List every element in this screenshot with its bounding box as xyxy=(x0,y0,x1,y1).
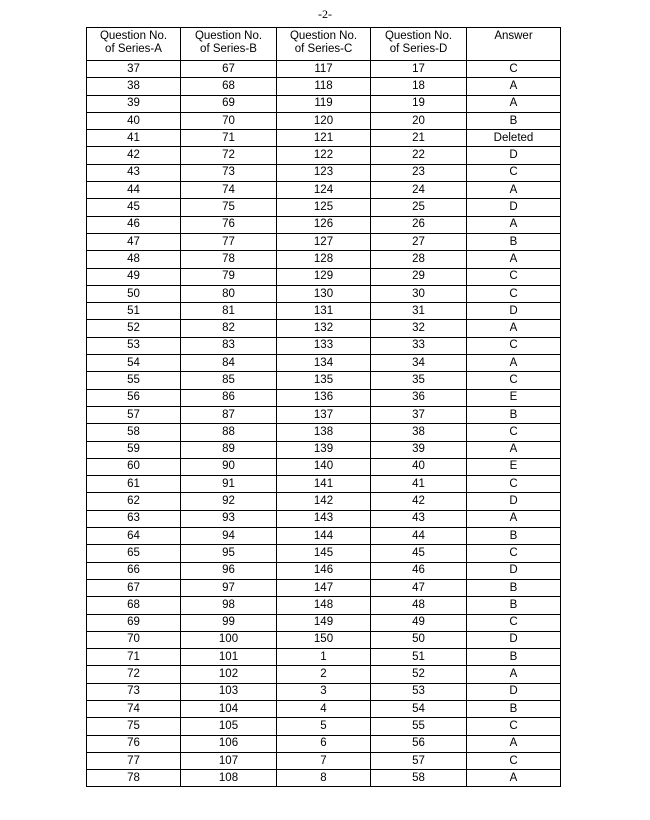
series-c-cell: 4 xyxy=(277,700,371,717)
series-a-cell: 47 xyxy=(87,233,181,250)
series-b-cell: 81 xyxy=(181,303,277,320)
series-c-cell: 134 xyxy=(277,355,371,372)
header-series-b xyxy=(181,28,277,61)
series-a-cell: 77 xyxy=(87,752,181,769)
answer-cell: E xyxy=(467,458,561,475)
series-c-cell: 7 xyxy=(277,752,371,769)
table-row xyxy=(87,95,561,112)
series-b-cell: 104 xyxy=(181,700,277,717)
series-d-cell: 20 xyxy=(371,112,467,129)
series-b-cell: 97 xyxy=(181,579,277,596)
table-row xyxy=(87,251,561,268)
series-c-cell: 117 xyxy=(277,61,371,78)
series-d-cell: 51 xyxy=(371,649,467,666)
series-d-cell: 57 xyxy=(371,752,467,769)
answer-cell: C xyxy=(467,337,561,354)
answer-cell: D xyxy=(467,303,561,320)
table-row xyxy=(87,406,561,423)
table-row xyxy=(87,303,561,320)
series-b-cell: 75 xyxy=(181,199,277,216)
series-c-cell: 121 xyxy=(277,130,371,147)
answer-cell: B xyxy=(467,528,561,545)
series-c-cell: 123 xyxy=(277,164,371,181)
series-d-cell: 27 xyxy=(371,233,467,250)
series-a-cell: 76 xyxy=(87,735,181,752)
series-d-cell: 21 xyxy=(371,130,467,147)
series-d-cell: 31 xyxy=(371,303,467,320)
series-d-cell: 54 xyxy=(371,700,467,717)
header-line: Question No. xyxy=(194,30,263,42)
series-d-cell: 28 xyxy=(371,251,467,268)
table-row xyxy=(87,199,561,216)
series-c-cell: 5 xyxy=(277,718,371,735)
series-a-cell: 37 xyxy=(87,61,181,78)
series-a-cell: 68 xyxy=(87,597,181,614)
answer-cell: A xyxy=(467,666,561,683)
series-b-cell: 79 xyxy=(181,268,277,285)
series-b-cell: 74 xyxy=(181,182,277,199)
answer-cell: C xyxy=(467,285,561,302)
header-line: of Series-D xyxy=(389,43,448,55)
series-c-cell: 145 xyxy=(277,545,371,562)
answer-cell: D xyxy=(467,631,561,648)
table-row xyxy=(87,493,561,510)
series-d-cell: 48 xyxy=(371,597,467,614)
series-d-cell: 22 xyxy=(371,147,467,164)
series-a-cell: 44 xyxy=(87,182,181,199)
series-a-cell: 64 xyxy=(87,528,181,545)
series-c-cell: 122 xyxy=(277,147,371,164)
series-d-cell: 23 xyxy=(371,164,467,181)
table-row xyxy=(87,424,561,441)
table-body xyxy=(87,61,561,787)
series-b-cell: 69 xyxy=(181,95,277,112)
series-b-cell: 105 xyxy=(181,718,277,735)
answer-cell: A xyxy=(467,251,561,268)
answer-cell: A xyxy=(467,770,561,787)
series-c-cell: 137 xyxy=(277,406,371,423)
series-a-cell: 75 xyxy=(87,718,181,735)
header-series-a xyxy=(87,28,181,61)
answer-cell: D xyxy=(467,562,561,579)
series-a-cell: 69 xyxy=(87,614,181,631)
series-c-cell: 119 xyxy=(277,95,371,112)
series-a-cell: 48 xyxy=(87,251,181,268)
series-b-cell: 107 xyxy=(181,752,277,769)
answer-cell: E xyxy=(467,389,561,406)
series-c-cell: 148 xyxy=(277,597,371,614)
series-a-cell: 71 xyxy=(87,649,181,666)
table-header xyxy=(87,28,561,61)
table-row xyxy=(87,614,561,631)
series-c-cell: 118 xyxy=(277,78,371,95)
series-a-cell: 61 xyxy=(87,476,181,493)
series-c-cell: 144 xyxy=(277,528,371,545)
series-c-cell: 143 xyxy=(277,510,371,527)
series-d-cell: 30 xyxy=(371,285,467,302)
answer-cell: A xyxy=(467,510,561,527)
series-a-cell: 56 xyxy=(87,389,181,406)
series-b-cell: 94 xyxy=(181,528,277,545)
header-line: of Series-A xyxy=(105,43,162,55)
series-a-cell: 50 xyxy=(87,285,181,302)
series-b-cell: 86 xyxy=(181,389,277,406)
header-line: Answer xyxy=(494,30,533,42)
series-c-cell: 132 xyxy=(277,320,371,337)
answer-cell: B xyxy=(467,579,561,596)
series-d-cell: 25 xyxy=(371,199,467,216)
series-a-cell: 62 xyxy=(87,493,181,510)
series-c-cell: 147 xyxy=(277,579,371,596)
series-b-cell: 68 xyxy=(181,78,277,95)
series-b-cell: 92 xyxy=(181,493,277,510)
series-b-cell: 76 xyxy=(181,216,277,233)
table-row xyxy=(87,718,561,735)
answer-cell: Deleted xyxy=(467,130,561,147)
answer-cell: A xyxy=(467,735,561,752)
answer-cell: B xyxy=(467,112,561,129)
series-d-cell: 45 xyxy=(371,545,467,562)
series-d-cell: 43 xyxy=(371,510,467,527)
table-row xyxy=(87,355,561,372)
series-a-cell: 52 xyxy=(87,320,181,337)
table-row xyxy=(87,320,561,337)
answer-cell: C xyxy=(467,545,561,562)
table-row xyxy=(87,112,561,129)
header-answer xyxy=(467,28,561,61)
series-c-cell: 135 xyxy=(277,372,371,389)
series-b-cell: 73 xyxy=(181,164,277,181)
series-c-cell: 136 xyxy=(277,389,371,406)
series-a-cell: 74 xyxy=(87,700,181,717)
table-row xyxy=(87,389,561,406)
answer-cell: B xyxy=(467,406,561,423)
series-d-cell: 52 xyxy=(371,666,467,683)
table-row xyxy=(87,216,561,233)
series-c-cell: 138 xyxy=(277,424,371,441)
answer-cell: C xyxy=(467,718,561,735)
series-b-cell: 83 xyxy=(181,337,277,354)
series-b-cell: 77 xyxy=(181,233,277,250)
table-row xyxy=(87,441,561,458)
series-b-cell: 67 xyxy=(181,61,277,78)
series-a-cell: 67 xyxy=(87,579,181,596)
series-d-cell: 49 xyxy=(371,614,467,631)
series-c-cell: 149 xyxy=(277,614,371,631)
answer-cell: A xyxy=(467,320,561,337)
header-series-d xyxy=(371,28,467,61)
series-a-cell: 58 xyxy=(87,424,181,441)
series-b-cell: 89 xyxy=(181,441,277,458)
series-a-cell: 60 xyxy=(87,458,181,475)
series-c-cell: 3 xyxy=(277,683,371,700)
series-a-cell: 41 xyxy=(87,130,181,147)
series-b-cell: 95 xyxy=(181,545,277,562)
table-row xyxy=(87,458,561,475)
series-a-cell: 42 xyxy=(87,147,181,164)
series-a-cell: 78 xyxy=(87,770,181,787)
series-a-cell: 63 xyxy=(87,510,181,527)
table-row xyxy=(87,233,561,250)
series-c-cell: 2 xyxy=(277,666,371,683)
answer-cell: C xyxy=(467,61,561,78)
table-row xyxy=(87,61,561,78)
series-a-cell: 57 xyxy=(87,406,181,423)
series-b-cell: 72 xyxy=(181,147,277,164)
table-row xyxy=(87,372,561,389)
series-b-cell: 78 xyxy=(181,251,277,268)
series-b-cell: 87 xyxy=(181,406,277,423)
answer-cell: C xyxy=(467,372,561,389)
answer-cell: C xyxy=(467,268,561,285)
series-d-cell: 46 xyxy=(371,562,467,579)
series-b-cell: 101 xyxy=(181,649,277,666)
table-row xyxy=(87,683,561,700)
table-row xyxy=(87,735,561,752)
header-series-c xyxy=(277,28,371,61)
series-a-cell: 49 xyxy=(87,268,181,285)
header-line: Question No. xyxy=(289,30,358,42)
series-a-cell: 73 xyxy=(87,683,181,700)
series-a-cell: 46 xyxy=(87,216,181,233)
answer-cell: D xyxy=(467,147,561,164)
series-b-cell: 100 xyxy=(181,631,277,648)
table-row xyxy=(87,130,561,147)
series-c-cell: 120 xyxy=(277,112,371,129)
series-d-cell: 24 xyxy=(371,182,467,199)
page-number: -2- xyxy=(318,7,332,21)
header-line: of Series-B xyxy=(200,43,257,55)
series-b-cell: 82 xyxy=(181,320,277,337)
series-a-cell: 43 xyxy=(87,164,181,181)
series-c-cell: 141 xyxy=(277,476,371,493)
series-c-cell: 140 xyxy=(277,458,371,475)
series-c-cell: 130 xyxy=(277,285,371,302)
series-d-cell: 19 xyxy=(371,95,467,112)
table-row xyxy=(87,510,561,527)
series-b-cell: 90 xyxy=(181,458,277,475)
series-c-cell: 125 xyxy=(277,199,371,216)
answer-cell: C xyxy=(467,164,561,181)
answer-cell: C xyxy=(467,614,561,631)
series-d-cell: 29 xyxy=(371,268,467,285)
answer-cell: B xyxy=(467,649,561,666)
table-row xyxy=(87,649,561,666)
series-d-cell: 38 xyxy=(371,424,467,441)
series-a-cell: 65 xyxy=(87,545,181,562)
series-c-cell: 1 xyxy=(277,649,371,666)
series-d-cell: 18 xyxy=(371,78,467,95)
answer-key-table xyxy=(86,27,561,787)
series-d-cell: 44 xyxy=(371,528,467,545)
series-a-cell: 39 xyxy=(87,95,181,112)
series-c-cell: 133 xyxy=(277,337,371,354)
answer-cell: D xyxy=(467,493,561,510)
series-d-cell: 32 xyxy=(371,320,467,337)
series-a-cell: 51 xyxy=(87,303,181,320)
series-a-cell: 55 xyxy=(87,372,181,389)
series-b-cell: 102 xyxy=(181,666,277,683)
answer-cell: C xyxy=(467,424,561,441)
series-c-cell: 6 xyxy=(277,735,371,752)
series-c-cell: 139 xyxy=(277,441,371,458)
answer-cell: D xyxy=(467,199,561,216)
table-row xyxy=(87,285,561,302)
series-b-cell: 70 xyxy=(181,112,277,129)
series-b-cell: 88 xyxy=(181,424,277,441)
series-d-cell: 40 xyxy=(371,458,467,475)
table-row xyxy=(87,597,561,614)
series-d-cell: 36 xyxy=(371,389,467,406)
header-line: of Series-C xyxy=(294,43,353,55)
series-b-cell: 103 xyxy=(181,683,277,700)
header-line: Question No. xyxy=(384,30,453,42)
answer-cell: B xyxy=(467,597,561,614)
table-row xyxy=(87,579,561,596)
table-row xyxy=(87,147,561,164)
series-c-cell: 131 xyxy=(277,303,371,320)
answer-cell: C xyxy=(467,476,561,493)
series-b-cell: 98 xyxy=(181,597,277,614)
table-row xyxy=(87,545,561,562)
series-a-cell: 45 xyxy=(87,199,181,216)
answer-cell: A xyxy=(467,216,561,233)
table-row xyxy=(87,337,561,354)
series-b-cell: 84 xyxy=(181,355,277,372)
series-a-cell: 38 xyxy=(87,78,181,95)
series-d-cell: 50 xyxy=(371,631,467,648)
table-row xyxy=(87,562,561,579)
answer-cell: B xyxy=(467,700,561,717)
series-a-cell: 59 xyxy=(87,441,181,458)
series-c-cell: 127 xyxy=(277,233,371,250)
series-d-cell: 56 xyxy=(371,735,467,752)
series-c-cell: 128 xyxy=(277,251,371,268)
series-d-cell: 34 xyxy=(371,355,467,372)
series-c-cell: 129 xyxy=(277,268,371,285)
series-d-cell: 55 xyxy=(371,718,467,735)
series-d-cell: 53 xyxy=(371,683,467,700)
answer-cell: A xyxy=(467,441,561,458)
table-row xyxy=(87,476,561,493)
table-row xyxy=(87,182,561,199)
series-d-cell: 42 xyxy=(371,493,467,510)
answer-cell: C xyxy=(467,752,561,769)
series-d-cell: 35 xyxy=(371,372,467,389)
table-row xyxy=(87,770,561,787)
answer-cell: D xyxy=(467,683,561,700)
series-a-cell: 54 xyxy=(87,355,181,372)
series-c-cell: 8 xyxy=(277,770,371,787)
header-line: Question No. xyxy=(99,30,168,42)
series-c-cell: 142 xyxy=(277,493,371,510)
table-row xyxy=(87,268,561,285)
series-b-cell: 80 xyxy=(181,285,277,302)
table-row xyxy=(87,700,561,717)
series-b-cell: 99 xyxy=(181,614,277,631)
table-row xyxy=(87,164,561,181)
series-b-cell: 85 xyxy=(181,372,277,389)
answer-cell: A xyxy=(467,182,561,199)
table-row xyxy=(87,666,561,683)
answer-cell: A xyxy=(467,78,561,95)
series-c-cell: 124 xyxy=(277,182,371,199)
answer-cell: A xyxy=(467,355,561,372)
series-d-cell: 41 xyxy=(371,476,467,493)
series-c-cell: 126 xyxy=(277,216,371,233)
series-a-cell: 53 xyxy=(87,337,181,354)
series-c-cell: 146 xyxy=(277,562,371,579)
series-c-cell: 150 xyxy=(277,631,371,648)
table-row xyxy=(87,528,561,545)
answer-cell: A xyxy=(467,95,561,112)
series-a-cell: 72 xyxy=(87,666,181,683)
series-b-cell: 91 xyxy=(181,476,277,493)
series-d-cell: 39 xyxy=(371,441,467,458)
series-b-cell: 71 xyxy=(181,130,277,147)
series-d-cell: 17 xyxy=(371,61,467,78)
series-a-cell: 40 xyxy=(87,112,181,129)
table-row xyxy=(87,78,561,95)
series-a-cell: 70 xyxy=(87,631,181,648)
answer-cell: B xyxy=(467,233,561,250)
series-b-cell: 106 xyxy=(181,735,277,752)
table-row xyxy=(87,752,561,769)
header-row xyxy=(87,28,561,61)
series-b-cell: 108 xyxy=(181,770,277,787)
series-d-cell: 58 xyxy=(371,770,467,787)
series-d-cell: 33 xyxy=(371,337,467,354)
table-row xyxy=(87,631,561,648)
series-a-cell: 66 xyxy=(87,562,181,579)
series-b-cell: 96 xyxy=(181,562,277,579)
series-d-cell: 26 xyxy=(371,216,467,233)
series-d-cell: 47 xyxy=(371,579,467,596)
series-d-cell: 37 xyxy=(371,406,467,423)
series-b-cell: 93 xyxy=(181,510,277,527)
